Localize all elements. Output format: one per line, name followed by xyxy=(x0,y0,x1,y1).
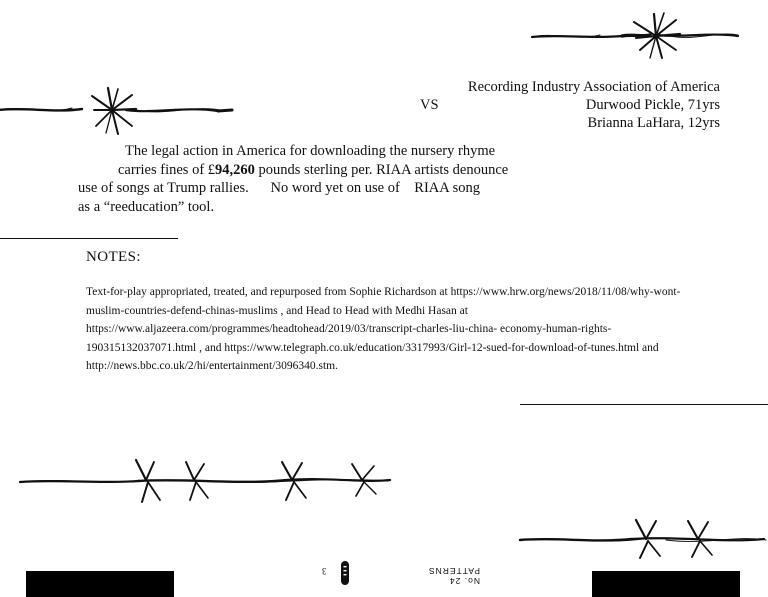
ink-barbed-line-lower-right-icon xyxy=(516,510,768,566)
notes-text: Text-for-play appropriated, treated, and repurposed from Sophie Richardson at https://www.hrw.org/news/2018/11/08/why-wont-muslim-countries-defend-chinas-muslims , and Head to Head with Medhi Hasan at https://www.aljazeera.com/programmes/headtohead/2019/03/transcript-charles-liu-china- economy-human-rights-190315132037071.html , and https://www.telegraph.co.uk/education/3317993/Girl-12-sued-for-download-of-tunes.html and http://news.bbc.co.uk/2/hi/entertainment/3096340.stm. xyxy=(86,286,681,373)
credits-vs-row xyxy=(420,96,720,114)
body-paragraph xyxy=(78,142,509,216)
ink-barbed-line-lower-left-icon xyxy=(18,450,398,510)
footer-label: No. 24 PATTERNS xyxy=(427,566,480,586)
body-line-3: use of songs at Trump rallies. No word yet on use of RIAA song xyxy=(78,180,480,196)
credits-defendant-1: Durwood Pickle, 71yrs xyxy=(585,97,720,113)
notes-heading: NOTES: xyxy=(86,249,141,265)
credits-title: Recording Industry Association of America xyxy=(467,79,720,95)
right-divider xyxy=(520,404,768,405)
credits-vs-label: VS xyxy=(420,97,439,113)
footer-marks xyxy=(300,560,480,597)
body-line-4: as a “reeducation” tool. xyxy=(78,198,215,215)
credits-block xyxy=(420,78,720,132)
credits-defendant-2: Brianna LaHara, 12yrs xyxy=(587,115,720,131)
notes-divider xyxy=(0,238,178,239)
body-line-2: carries fines of £94,260 pounds sterling per. RIAA artists denounce xyxy=(118,161,509,178)
footer-glyph-icon xyxy=(338,560,352,586)
page-number: 3 xyxy=(322,566,327,576)
bottom-bar-left xyxy=(26,571,174,597)
bottom-bar-right xyxy=(592,571,740,597)
fine-amount: 94,260 xyxy=(215,161,255,178)
ink-burst-top-right-icon xyxy=(530,8,742,64)
ink-burst-upper-left-icon xyxy=(0,86,246,140)
body-line-1: The legal action in America for downloading the nursery rhyme xyxy=(125,143,496,159)
